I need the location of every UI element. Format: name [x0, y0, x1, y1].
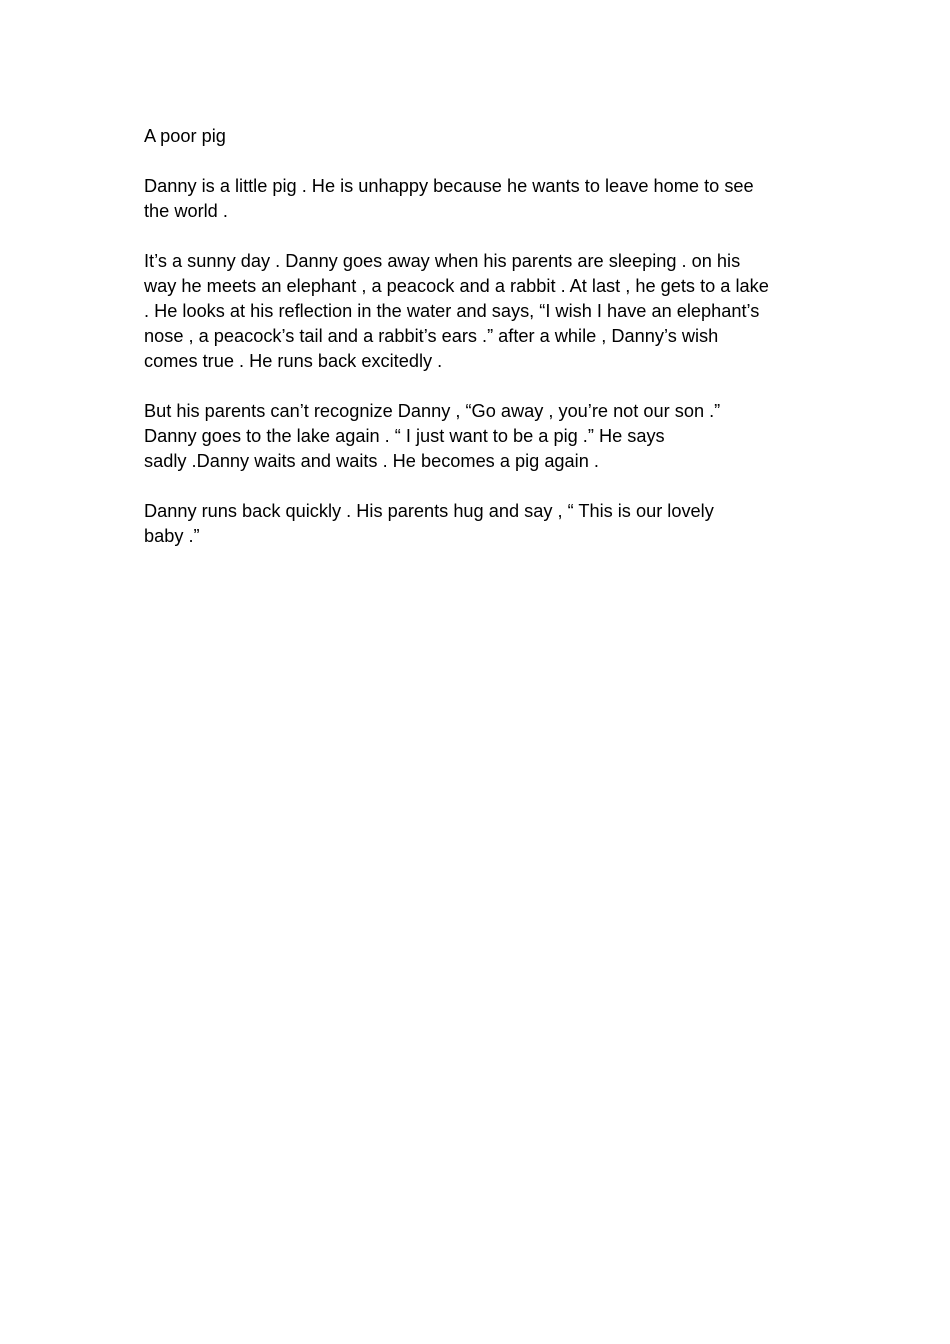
paragraph-line: the world .: [144, 201, 228, 221]
paragraph-line: way he meets an elephant , a peacock and a rabbit . At last , he gets to a lake: [144, 276, 769, 296]
paragraph-line: comes true . He runs back excitedly .: [144, 351, 443, 371]
paragraph-line: baby .”: [144, 526, 200, 546]
paragraph-2: [144, 249, 814, 374]
paragraph-line: Danny runs back quickly . His parents hug and say , “ This is our lovely: [144, 501, 714, 521]
document-body: [144, 124, 814, 574]
paragraph-line: nose , a peacock’s tail and a rabbit’s ears .” after a while , Danny’s wish: [144, 326, 719, 346]
paragraph-line: But his parents can’t recognize Danny , “Go away , you’re not our son .”: [144, 401, 721, 421]
paragraph-line: Danny is a little pig . He is unhappy because he wants to leave home to see: [144, 176, 754, 196]
paragraph-3: [144, 399, 814, 474]
story-title: A poor pig: [144, 126, 226, 146]
paragraph-line: Danny goes to the lake again . “ I just want to be a pig .” He says: [144, 426, 665, 446]
paragraph-line: It’s a sunny day . Danny goes away when his parents are sleeping . on his: [144, 251, 741, 271]
paragraph-1: [144, 174, 814, 224]
paragraph-line: . He looks at his reflection in the water and says, “I wish I have an elephant’s: [144, 301, 760, 321]
paragraph-line: sadly .Danny waits and waits . He becomes a pig again .: [144, 451, 599, 471]
paragraph-4: [144, 499, 814, 549]
